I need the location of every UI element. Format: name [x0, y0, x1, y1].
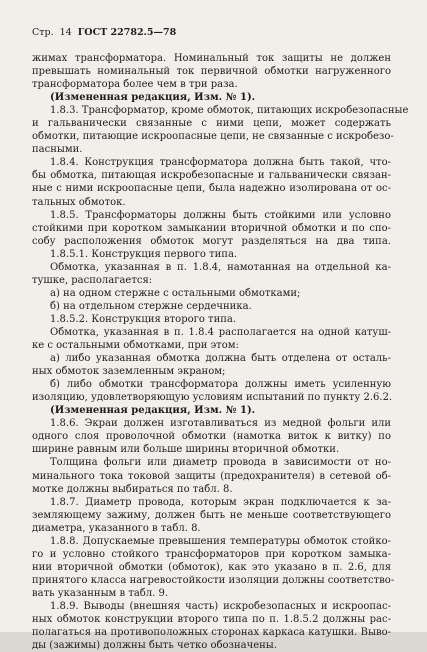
text-line: обмотки, питающие искроопасные цепи, не связанные с искробезо- — [32, 131, 394, 143]
text-line: а) либо указанная обмотка должна быть отделена от осталь- — [50, 353, 391, 365]
text-line: бы обмотка, питающая искробезопасные и гальванически связан- — [32, 170, 391, 182]
text-line: 1.8.3. Трансформатор, кроме обмоток, питающих искробезопасные — [50, 105, 409, 117]
text-line: Обмотка, указанная в п. 1.8.4, намотанная на отдельной ка- — [50, 261, 391, 273]
page-label: Стр. — [32, 27, 54, 38]
text-line: (Измененная редакция, Изм. № 1). — [50, 405, 256, 417]
text-line: превышать номинальный ток первичной обмотки нагруженного — [32, 66, 391, 78]
text-line: стойкими при коротком замыкании вторичной обмотки и по спо- — [32, 222, 391, 234]
text-line: земляющему зажиму, должен быть не меньше соответствующего — [32, 509, 391, 521]
text-line: б) на отдельном стержне сердечника. — [50, 300, 252, 312]
text-line: 1.8.6. Экраи должен изготавливаться из медной фольги или — [50, 418, 391, 430]
text-line: 1.8.5. Трансформаторы должны быть стойкими или условно — [50, 209, 391, 221]
document-body — [32, 52, 409, 652]
text-line: ширине равным или больше ширины вторичной обмотки. — [32, 444, 340, 456]
text-line: минального тока токовой защиты (предохранителя) в сетевой об- — [32, 470, 391, 482]
text-line: го и условно стойкого трансформаторов при коротком замыка- — [32, 548, 391, 560]
text-line: жимах трансформатора. Номинальный ток защиты не должен — [32, 53, 391, 64]
text-line: 1.8.7. Диаметр провода, которым экран подключается к за- — [50, 496, 391, 508]
text-line: 1.8.9. Выводы (внешняя часть) искробезопасных и искроопас- — [50, 600, 391, 612]
text-line: тальных обмоток. — [32, 196, 126, 208]
text-line: тушке, располагается: — [32, 274, 153, 286]
text-line: пасными. — [32, 144, 83, 156]
text-line: ных обмоток конструкции второго типа по п. 1.8.5.2 должны рас- — [32, 614, 391, 626]
text-line: собу расположения обмоток могут разделяться на два типа. — [32, 235, 391, 247]
text-line: 1.8.5.1. Конструкция первого типа. — [50, 248, 238, 260]
text-line: 1.8.5.2. Конструкция второго типа. — [50, 313, 237, 325]
text-line: принятого класса нагревостойкости изоляции должны соответство- — [32, 574, 395, 586]
text-line: полагаться на противоположных сторонах каркаса катушки. Выво- — [32, 627, 391, 639]
text-line: (Измененная редакция, Изм. № 1). — [50, 92, 256, 104]
text-line: мотке должны выбираться по табл. 8. — [32, 483, 233, 495]
text-line: трансформатора более чем в три раза. — [32, 79, 238, 91]
text-line: а) на одном стержне с остальными обмотками; — [50, 287, 301, 299]
text-line: нии вторичной обмотки (обмоток), как это указано в п. 2.6, для — [32, 561, 391, 573]
text-line: вать указанным в табл. 9. — [32, 587, 169, 599]
text-line: 1.8.4. Конструкция трансформатора должна быть такой, что- — [50, 157, 391, 169]
page-number: 14 — [59, 27, 72, 38]
text-line: б) либо обмотки трансформатора должны иметь усиленную — [50, 379, 391, 391]
text-line: изоляцию, удовлетворяющую условиям испытаний по пункту 2.6.2. — [32, 392, 393, 404]
text-line: ке с остальными обмотками, при этом: — [32, 340, 239, 352]
page-header — [32, 28, 392, 38]
text-line: ные с ними искроопасные цепи, была надежно изолирована от ос- — [32, 183, 391, 195]
text-line: Толщина фольги или диаметр провода в зависимости от но- — [50, 457, 391, 469]
text-line: Обмотка, указанная в п. 1.8.4 располагается на одной катуш- — [50, 326, 391, 338]
text-line: ных обмоток заземленным экраном; — [32, 366, 226, 378]
text-line: диаметра, указанного в табл. 8. — [32, 522, 201, 534]
standard-code: ГОСТ 22782.5—78 — [77, 27, 177, 38]
text-line: 1.8.8. Допускаемые превышения температуры обмоток стойко- — [50, 535, 391, 547]
text-line: одного слоя проволочной обмотки (намотка виток к витку) по — [32, 431, 391, 443]
text-line: и гальванически связанные с ними цепи, может содержать — [32, 118, 391, 130]
text-line: ды (зажимы) должны быть четко обозначены. — [32, 640, 277, 652]
